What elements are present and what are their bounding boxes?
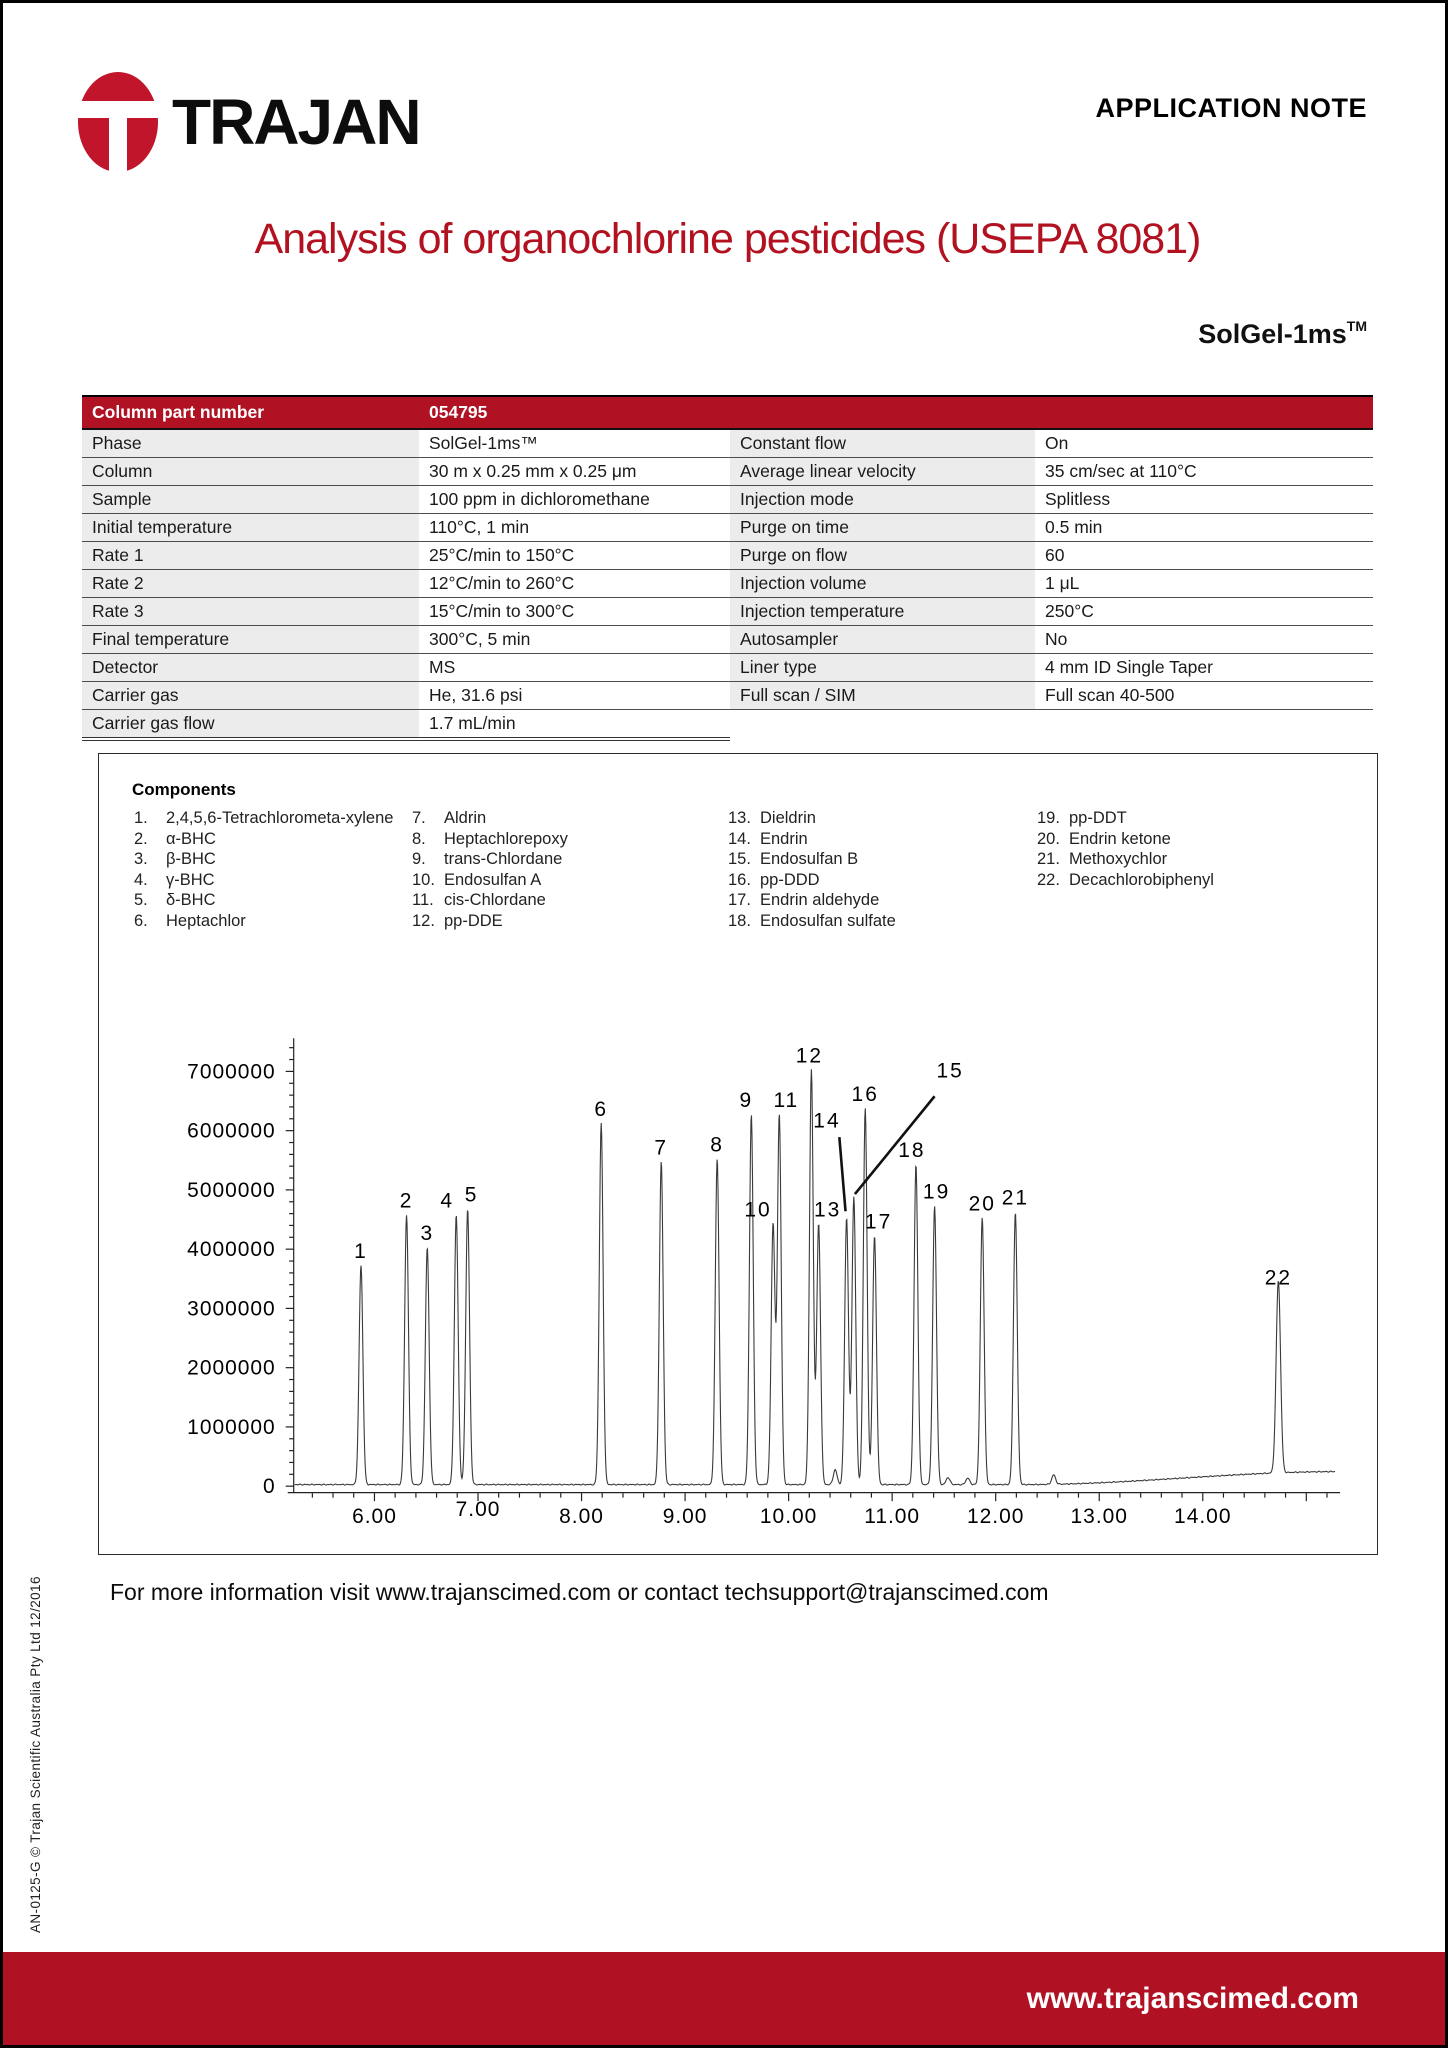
component-name: pp-DDT <box>1069 809 1127 827</box>
param-value: Splitless <box>1035 486 1373 514</box>
component-number: 13. <box>728 809 751 827</box>
param-label: Rate 2 <box>82 570 419 598</box>
param-row <box>82 542 1373 570</box>
component-number: 18. <box>728 911 751 930</box>
table-header-label: Column part number <box>82 396 419 429</box>
peak-label: 14 <box>813 1109 841 1133</box>
component-name: trans-Chlordane <box>444 850 563 868</box>
component-name: Endrin <box>760 829 808 848</box>
component-name: β-BHC <box>166 850 216 868</box>
param-value: No <box>1035 626 1373 654</box>
component-name: cis-Chlordane <box>444 891 546 909</box>
component-number: 9. <box>412 850 426 868</box>
param-label: Full scan / SIM <box>730 682 1035 710</box>
component-name: Decachlorobiphenyl <box>1069 870 1214 889</box>
component-number: 22. <box>1037 870 1060 889</box>
param-label: Autosampler <box>730 626 1035 654</box>
param-label: Phase <box>82 429 419 458</box>
bottom-brand-bar <box>3 1952 1445 2045</box>
param-label: Injection volume <box>730 570 1035 598</box>
component-number: 1. <box>134 809 148 827</box>
component-name: Endosulfan sulfate <box>760 911 896 930</box>
component-name: 2,4,5,6-Tetrachlorometa-xylene <box>166 809 394 827</box>
component-number: 14. <box>728 829 751 848</box>
svg-text:6000000: 6000000 <box>187 1119 276 1143</box>
component-name: Endrin ketone <box>1069 829 1171 848</box>
chromatogram-panel <box>98 753 1378 1555</box>
param-row <box>82 570 1373 598</box>
param-label: Final temperature <box>82 626 419 654</box>
param-value: 30 m x 0.25 mm x 0.25 μm <box>419 458 730 486</box>
param-label: Detector <box>82 654 419 682</box>
param-value: 0.5 min <box>1035 514 1373 542</box>
component-number: 11. <box>412 891 434 909</box>
peak-label: 15 <box>936 1059 964 1083</box>
component-number: 7. <box>412 809 426 827</box>
param-value: 4 mm ID Single Taper <box>1035 654 1373 682</box>
peak-label: 10 <box>744 1198 772 1222</box>
component-number: 19. <box>1037 809 1060 827</box>
param-row <box>82 682 1373 710</box>
param-label: Constant flow <box>730 429 1035 458</box>
param-row <box>82 429 1373 458</box>
component-name: Heptachlor <box>166 911 246 930</box>
component-name: Endosulfan A <box>444 870 542 889</box>
peak-label: 9 <box>739 1088 754 1112</box>
svg-text:1000000: 1000000 <box>187 1415 276 1439</box>
component-number: 10. <box>412 870 435 889</box>
peak-label: 18 <box>898 1139 926 1163</box>
svg-text:14.00: 14.00 <box>1174 1505 1232 1529</box>
component-number: 15. <box>728 850 751 868</box>
product-name-text: SolGel-1ms <box>1198 319 1347 349</box>
component-number: 20. <box>1037 829 1060 848</box>
component-number: 8. <box>412 829 426 848</box>
component-number: 6. <box>134 911 148 930</box>
param-value: Full scan 40-500 <box>1035 682 1373 710</box>
application-note-label: APPLICATION NOTE <box>1095 93 1367 123</box>
component-name: pp-DDE <box>444 911 503 930</box>
peak-label: 7 <box>654 1136 669 1160</box>
param-value: 100 ppm in dichloromethane <box>419 486 730 514</box>
svg-text:0: 0 <box>263 1475 276 1499</box>
svg-text:7.00: 7.00 <box>455 1498 501 1522</box>
param-label: Rate 3 <box>82 598 419 626</box>
param-label: Carrier gas flow <box>82 710 419 740</box>
param-row <box>82 458 1373 486</box>
peak-label: 1 <box>354 1239 368 1263</box>
param-row <box>82 710 1373 740</box>
peak-label: 8 <box>710 1133 724 1157</box>
param-label: Sample <box>82 486 419 514</box>
component-name: pp-DDD <box>760 870 820 889</box>
svg-text:4000000: 4000000 <box>187 1238 276 1262</box>
peak-label: 12 <box>795 1044 824 1068</box>
svg-text:5000000: 5000000 <box>187 1178 276 1202</box>
peak-label: 22 <box>1264 1266 1293 1290</box>
table-header-value: 054795 <box>419 396 1373 429</box>
component-name: Endosulfan B <box>760 850 859 868</box>
peak-number-labels <box>354 1044 1292 1289</box>
param-row <box>82 626 1373 654</box>
svg-text:11.00: 11.00 <box>864 1505 921 1529</box>
peak-label: 11 <box>773 1088 800 1112</box>
table-header-row <box>82 396 1373 429</box>
param-label: Initial temperature <box>82 514 419 542</box>
footer-info: For more information visit www.trajanscimed.com or contact techsupport@trajanscimed.com <box>110 1579 1049 1605</box>
axis-tick-labels <box>187 1060 1231 1528</box>
trajan-logo <box>78 71 420 173</box>
param-row <box>82 514 1373 542</box>
peak-label: 13 <box>814 1198 842 1222</box>
svg-text:2000000: 2000000 <box>187 1356 276 1380</box>
peak-label: 17 <box>864 1210 893 1234</box>
peak-label: 21 <box>1001 1186 1030 1210</box>
component-number: 2. <box>134 829 148 848</box>
trajan-logo-text: TRAJAN <box>172 86 420 158</box>
peak-label: 19 <box>922 1180 951 1204</box>
component-number: 3. <box>134 850 148 868</box>
param-label: Injection temperature <box>730 598 1035 626</box>
param-label: Injection mode <box>730 486 1035 514</box>
component-name: α-BHC <box>166 829 216 848</box>
param-label: Average linear velocity <box>730 458 1035 486</box>
method-parameters-table <box>82 395 1373 741</box>
product-tm-superscript: TM <box>1346 318 1367 334</box>
param-value: 250°C <box>1035 598 1373 626</box>
component-number: 5. <box>134 891 148 909</box>
peak-label: 4 <box>440 1189 455 1213</box>
component-name: Dieldrin <box>760 809 816 827</box>
component-name: δ-BHC <box>166 891 216 909</box>
param-label: Purge on flow <box>730 542 1035 570</box>
page-title: Analysis of organochlorine pesticides (USEPA 8081) <box>254 215 1201 263</box>
peak-label: 16 <box>851 1082 879 1106</box>
component-number: 17. <box>728 891 751 909</box>
param-value: MS <box>419 654 730 682</box>
param-value: 110°C, 1 min <box>419 514 730 542</box>
param-value: 25°C/min to 150°C <box>419 542 730 570</box>
component-name: Aldrin <box>444 809 487 827</box>
component-number: 12. <box>412 911 435 930</box>
svg-text:8.00: 8.00 <box>559 1505 604 1529</box>
components-title: Components <box>132 780 236 799</box>
param-value: 1.7 mL/min <box>419 710 730 740</box>
component-name: Endrin aldehyde <box>760 891 880 909</box>
component-name: γ-BHC <box>166 870 215 889</box>
param-label: Purge on time <box>730 514 1035 542</box>
document-id-side-note: AN-0125-G © Trajan Scientific Australia Pty Ltd 12/2016 <box>28 1576 43 1933</box>
component-number: 21. <box>1037 850 1060 868</box>
svg-text:3000000: 3000000 <box>187 1297 276 1321</box>
peak-label: 5 <box>464 1183 479 1207</box>
product-name <box>1198 319 1367 350</box>
svg-text:7000000: 7000000 <box>187 1060 276 1084</box>
peak-label: 20 <box>968 1192 996 1216</box>
param-value: 12°C/min to 260°C <box>419 570 730 598</box>
chromatogram-svg <box>99 754 1377 1554</box>
peak-label: 2 <box>399 1189 414 1213</box>
svg-text:13.00: 13.00 <box>1070 1505 1128 1529</box>
axes <box>286 1038 1340 1501</box>
svg-text:10.00: 10.00 <box>759 1505 818 1529</box>
param-value: SolGel-1ms™ <box>419 429 730 458</box>
component-name: Methoxychlor <box>1069 850 1168 868</box>
svg-text:12.00: 12.00 <box>966 1505 1025 1529</box>
component-name: Heptachlorepoxy <box>444 829 568 848</box>
trajan-logo-icon <box>78 72 158 172</box>
param-value: 15°C/min to 300°C <box>419 598 730 626</box>
website-url: www.trajanscimed.com <box>1026 1981 1359 2015</box>
param-value: 60 <box>1035 542 1373 570</box>
param-label: Rate 1 <box>82 542 419 570</box>
peak-label: 3 <box>420 1222 435 1246</box>
param-value: He, 31.6 psi <box>419 682 730 710</box>
param-value: 300°C, 5 min <box>419 626 730 654</box>
param-label: Column <box>82 458 419 486</box>
param-label <box>730 710 1035 740</box>
param-row <box>82 486 1373 514</box>
param-label: Carrier gas <box>82 682 419 710</box>
param-row <box>82 598 1373 626</box>
component-number: 16. <box>728 870 751 889</box>
param-value: 1 μL <box>1035 570 1373 598</box>
svg-text:9.00: 9.00 <box>662 1505 708 1529</box>
component-number: 4. <box>134 870 148 889</box>
svg-text:6.00: 6.00 <box>352 1505 397 1529</box>
param-value <box>1035 710 1373 740</box>
param-label: Liner type <box>730 654 1035 682</box>
peak-label: 6 <box>594 1097 609 1121</box>
param-value: 35 cm/sec at 110°C <box>1035 458 1373 486</box>
param-row <box>82 654 1373 682</box>
param-value: On <box>1035 429 1373 458</box>
